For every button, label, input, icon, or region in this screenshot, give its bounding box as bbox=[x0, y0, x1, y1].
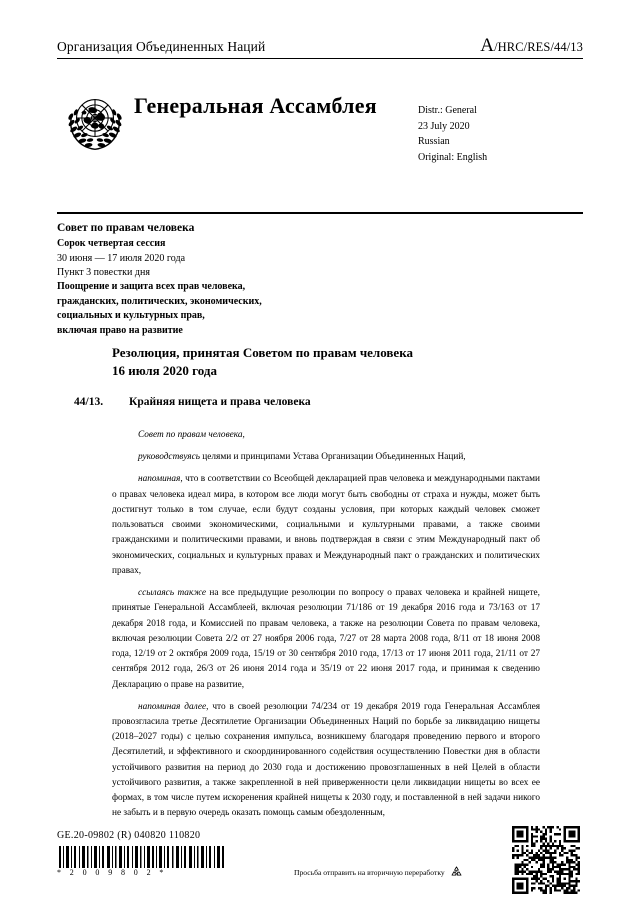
header-top-row bbox=[57, 36, 583, 57]
un-emblem-icon bbox=[59, 91, 131, 155]
document-symbol-rest: /HRC/RES/44/13 bbox=[494, 40, 583, 54]
council-block bbox=[57, 220, 487, 339]
document-header bbox=[57, 35, 583, 163]
distr-line-1: 23 July 2020 bbox=[418, 120, 470, 132]
document-footer bbox=[57, 830, 583, 877]
preamble-lead-0: руководствуясь bbox=[138, 452, 200, 463]
recycling-symbol-icon bbox=[449, 865, 464, 879]
preamble-text-2: на все предыдущие резолюции по вопросу о правах человека и крайней нищете, принятые Генеральной Ассамблеей, включая резолюции 71/186 от 19 декабря 2016 года и 73/163 от 17 декабря 2018 года, и Комиссией по правам человека, а также на резолюции Совета по правам человека, включая резолюции Совета 2/2 от 27 ноября 2006 года, 7/27 от 28 марта 2008 года, 8/11 от 18 июня 2008 года, 12/19 от 2 октября 2009 года, 15/19 от 30 сентября 2010 года, 17/13 от 17 июня 2011 года, 21/11 от 27 сентября 2012 года, 26/3 от 26 июня 2014 года и 35/19 от 22 июня 2017 года, и принимая к сведению Декларацию о праве на развитие, bbox=[112, 588, 540, 690]
distr-line-2: Russian bbox=[418, 136, 450, 147]
preamble-paragraph-3 bbox=[112, 700, 540, 822]
preamble-text-3: , что в своей резолюции 74/234 от 19 декабря 2019 года Генеральная Ассамблея провозгласила третье Десятилетие Организации Объединенных Наций по борьбе за ликвидацию нищеты (2018–2027 годы) с целью сохранения импульса, возникшему благодаря проведению первого и второго Десятилетий, и эффективного и скоординированного содействия осуществлению Повестки дня в области устойчивого развития на период до 2030 года и достижению провозглашенных в ней Целей в области устойчивого развития, а также закрепленной в ней приверженности цели ликвидации нищеты во всех ее формах, в том числе путем искоренения крайней нищеты к 2030 году, и поставленной в ней задачи никого не забыть и в первую очередь оказать помощь самым обездоленным, bbox=[112, 701, 540, 819]
council-session: Сорок четвертая сессия bbox=[57, 238, 166, 250]
barcode-icon bbox=[57, 846, 225, 868]
organization-name: Организация Объединенных Наций bbox=[57, 39, 266, 55]
resolution-heading bbox=[74, 396, 574, 408]
document-symbol-letter: A bbox=[480, 35, 495, 56]
body-opening bbox=[112, 428, 540, 443]
preamble-lead-3: напоминая далее bbox=[138, 701, 207, 712]
preamble-paragraph-1 bbox=[112, 472, 540, 579]
agenda-title bbox=[57, 280, 487, 339]
header-divider bbox=[57, 58, 583, 59]
council-dates: 30 июня — 17 июля 2020 года bbox=[57, 252, 186, 264]
preamble-lead-2: ссылаясь также bbox=[138, 588, 206, 599]
document-symbol bbox=[480, 36, 583, 55]
distr-line-3: Original: English bbox=[418, 151, 488, 163]
preamble-text-0: целями и принципами Устава Организации Объединенных Наций, bbox=[199, 452, 466, 463]
section-divider bbox=[57, 212, 583, 214]
agenda-title-line-3: включая право на развитие bbox=[57, 325, 183, 337]
agenda-item: Пункт 3 повестки дня bbox=[57, 266, 150, 278]
preamble-paragraph-2 bbox=[112, 586, 540, 693]
agenda-title-line-2: социальных и культурных прав, bbox=[57, 310, 205, 322]
preamble-lead-1: напоминая bbox=[138, 474, 181, 485]
agenda-title-line-0: Поощрение и защита всех прав человека, bbox=[57, 280, 246, 292]
preamble-paragraph-0 bbox=[112, 450, 540, 465]
resolution-subject: Крайняя нищета и права человека bbox=[129, 396, 311, 408]
qr-code-block bbox=[512, 826, 580, 894]
agenda-title-line-1: гражданских, политических, экономических, bbox=[57, 295, 262, 307]
preamble-text-1: , что в соответствии со Всеобщей декларацией прав человека и международными пактами о правах человека идеал мира, в котором все люди могут быть свободны от страха и нужды, может быть достигнут только в том случае, если будут созданы условия, при которых каждый человек сможет пользоваться своими экономическими, социальными и культурными правами, а также своими гражданскими и политическими правами, и вновь подтверждая в связи с этим Международный пакт об экономических, социальных и культурных правах и Международный пакт о гражданских и политических правах, bbox=[112, 474, 540, 576]
resolution-title-line-2: 16 июля 2020 года bbox=[112, 362, 217, 378]
recycle-note bbox=[294, 865, 464, 879]
resolution-title-line-1: Резолюция, принятая Советом по правам человека bbox=[112, 345, 413, 360]
distr-line-0: Distr.: General bbox=[418, 105, 477, 116]
ge-code: GE.20-09802 (R) 040820 110820 bbox=[57, 830, 201, 841]
council-name: Совет по правам человека bbox=[57, 222, 195, 234]
resolution-number: 44/13. bbox=[74, 396, 104, 408]
header-body bbox=[57, 65, 583, 163]
body-opening-text: Совет по правам человека, bbox=[138, 430, 245, 440]
qr-code-icon bbox=[512, 826, 580, 894]
resolution-title bbox=[112, 344, 572, 380]
barcode-block bbox=[57, 846, 225, 877]
recycle-text: Просьба отправить на вторичную переработку bbox=[294, 867, 445, 877]
assembly-title: Генеральная Ассамблея bbox=[134, 93, 377, 118]
distribution-block bbox=[418, 103, 487, 165]
barcode-digits: * 2 0 0 9 8 0 2 * bbox=[57, 868, 167, 877]
resolution-body bbox=[112, 428, 540, 829]
